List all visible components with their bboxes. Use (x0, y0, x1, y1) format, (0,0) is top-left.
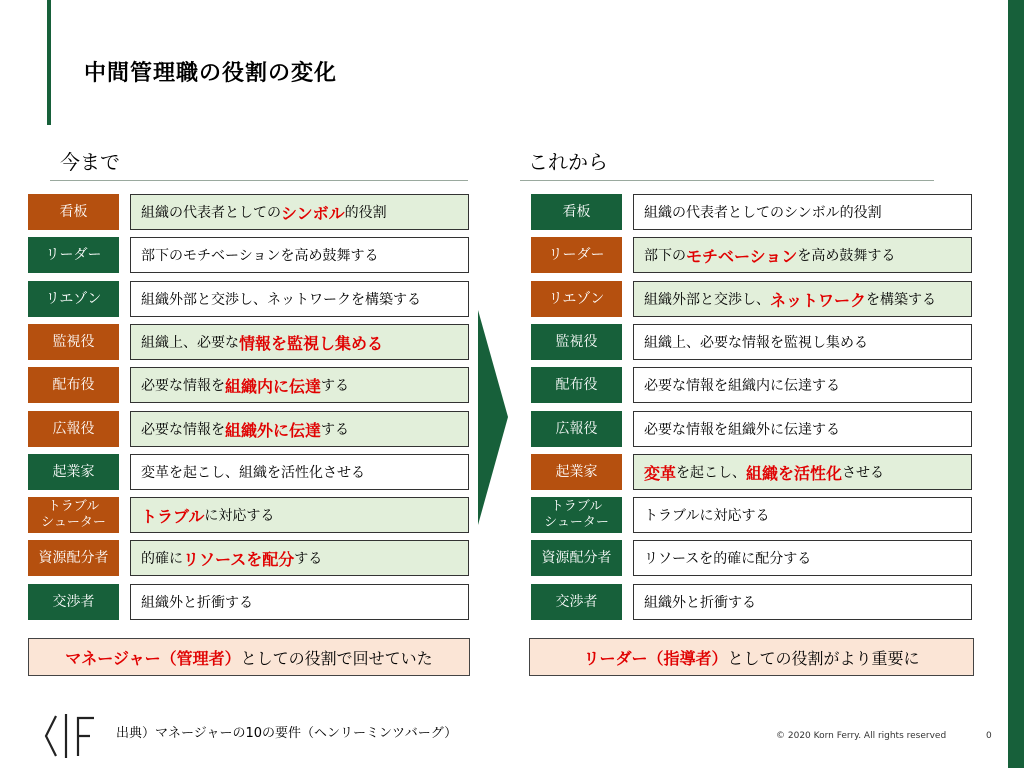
role-description (633, 324, 972, 360)
source-citation: 出典）マネージャーの10の要件（ヘンリーミンツバーグ） (116, 726, 458, 741)
role-label: 看板 (28, 194, 119, 230)
text-segment: 組織の代表者としてのシンボル的役割 (644, 205, 882, 221)
text-segment: を高め鼓舞する (797, 248, 896, 264)
text-segment: 必要な情報を組織内に伝達する (644, 378, 840, 394)
text-segment: 組織外と折衝する (141, 595, 253, 611)
role-description (130, 540, 469, 576)
emphasis-text: 組織を活性化 (746, 463, 843, 483)
right-column-rule (520, 180, 934, 181)
page-number: 0 (986, 731, 992, 741)
text-segment: させる (842, 465, 885, 481)
text-segment: に対応する (204, 508, 275, 524)
text-segment: 必要な情報を組織外に伝達する (644, 422, 840, 438)
role-label: 監視役 (28, 324, 119, 360)
role-label: リーダー (28, 237, 119, 273)
role-description (633, 584, 972, 620)
role-label: 資源配分者 (531, 540, 622, 576)
emphasis-text: 組織外に伝達 (225, 420, 322, 440)
role-description (130, 411, 469, 447)
right-summary-box (529, 638, 974, 676)
role-label: 広報役 (531, 411, 622, 447)
role-description (130, 237, 469, 273)
text-segment: する (294, 551, 323, 567)
text-segment: としての役割がより重要に (727, 648, 920, 668)
role-description (130, 367, 469, 403)
text-segment: 組織上、必要な情報を監視し集める (644, 335, 868, 351)
text-segment: 組織上、必要な (141, 335, 239, 351)
text-segment: 組織の代表者としての (141, 205, 281, 221)
role-description (130, 194, 469, 230)
left-summary-box (28, 638, 470, 676)
text-segment: 組織外部と交渉し、 (644, 292, 770, 308)
emphasis-text: トラブル (141, 506, 205, 526)
role-label: 起業家 (28, 454, 119, 490)
emphasis-text: ネットワーク (770, 290, 867, 310)
title-accent-rule (47, 0, 51, 125)
role-description (130, 281, 469, 317)
role-description (633, 454, 972, 490)
role-label: トラブル シューター (531, 497, 622, 533)
left-column-heading: 今まで (60, 150, 120, 174)
role-description (633, 411, 972, 447)
text-segment: 変革を起こし、組織を活性化させる (141, 465, 365, 481)
role-label: 資源配分者 (28, 540, 119, 576)
role-description (633, 497, 972, 533)
text-segment: 組織外と折衝する (644, 595, 756, 611)
role-label: 配布役 (28, 367, 119, 403)
text-segment: 必要な情報を (141, 422, 225, 438)
role-description (130, 324, 469, 360)
role-description (633, 367, 972, 403)
emphasis-text: 情報を監視し集める (239, 333, 384, 353)
role-label: 広報役 (28, 411, 119, 447)
role-label: リエゾン (28, 281, 119, 317)
text-segment: 部下の (644, 248, 686, 264)
left-column-rule (50, 180, 468, 181)
role-label: 配布役 (531, 367, 622, 403)
kornferry-logo (42, 712, 100, 760)
text-segment: 的確に (141, 551, 183, 567)
role-description (633, 237, 972, 273)
role-description (633, 194, 972, 230)
emphasis-text: モチベーション (686, 246, 798, 266)
role-label: トラブル シューター (28, 497, 119, 533)
text-segment: を構築する (866, 292, 937, 308)
role-description (633, 281, 972, 317)
role-description (130, 454, 469, 490)
role-label: リエゾン (531, 281, 622, 317)
role-label: 起業家 (531, 454, 622, 490)
right-edge-bar (1008, 0, 1024, 768)
role-label: 監視役 (531, 324, 622, 360)
text-segment: 必要な情報を (141, 378, 225, 394)
emphasis-text: マネージャー（管理者） (65, 648, 241, 668)
right-column-heading: これから (528, 150, 608, 174)
text-segment: トラブルに対応する (644, 508, 770, 524)
text-segment: 組織外部と交渉し、ネットワークを構築する (141, 292, 421, 308)
emphasis-text: 変革 (644, 463, 677, 483)
role-label: 交渉者 (531, 584, 622, 620)
text-segment: する (321, 378, 350, 394)
role-description (633, 540, 972, 576)
copyright-notice: © 2020 Korn Ferry. All rights reserved (776, 731, 947, 741)
emphasis-text: リソースを配分 (183, 549, 295, 569)
role-description (130, 584, 469, 620)
emphasis-text: 組織内に伝達 (225, 376, 322, 396)
role-label: 看板 (531, 194, 622, 230)
transition-arrow (478, 310, 508, 525)
text-segment: としての役割で回せていた (240, 648, 433, 668)
role-description (130, 497, 469, 533)
role-label: 交渉者 (28, 584, 119, 620)
text-segment: 部下のモチベーションを高め鼓舞する (141, 248, 379, 264)
emphasis-text: リーダー（指導者） (583, 648, 728, 668)
text-segment: リソースを的確に配分する (644, 551, 812, 567)
page-title: 中間管理職の役割の変化 (84, 61, 338, 86)
text-segment: 的役割 (344, 205, 387, 221)
role-label: リーダー (531, 237, 622, 273)
text-segment: する (321, 422, 350, 438)
emphasis-text: シンボル (281, 203, 345, 223)
text-segment: を起こし、 (676, 465, 747, 481)
